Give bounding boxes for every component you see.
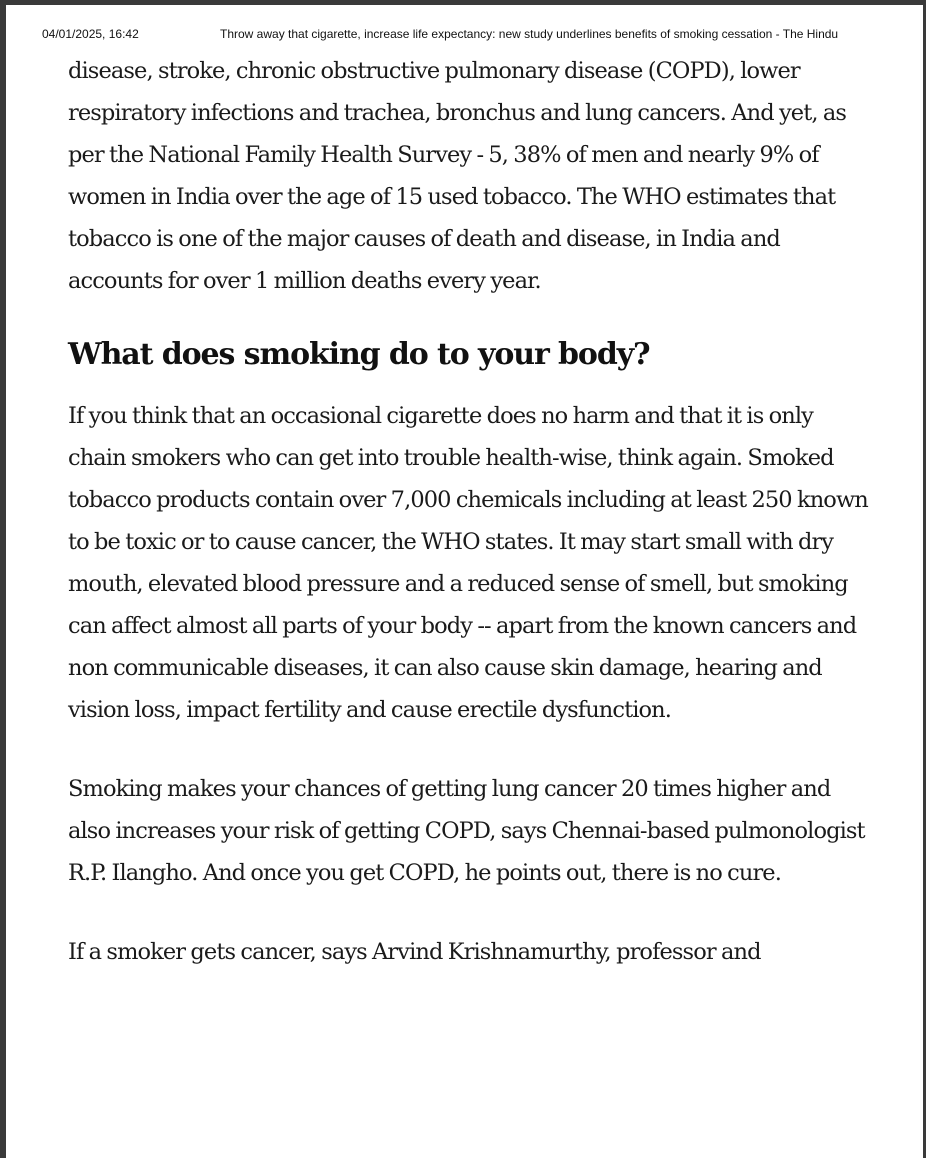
spacer [68, 731, 868, 768]
section-heading: What does smoking do to your body? [68, 337, 650, 372]
body-paragraph: If a smoker gets cancer, says Arvind Krishnamurthy, professor and [68, 939, 761, 965]
body-paragraph: Smoking makes your chances of getting lung cancer 20 times higher and also increases your risk of getting COPD, says Chennai-based pulmonologist R.P. Ilangho. And once you get COPD, he points out, there is no cure. [68, 776, 865, 886]
print-datetime: 04/01/2025, 16:42 [42, 27, 139, 41]
print-header [42, 27, 866, 43]
window-frame-left [0, 0, 6, 1158]
article-body [68, 50, 868, 973]
body-paragraph: If you think that an occasional cigarette does no harm and that it is only chain smokers who can get into trouble health-wise, think again. Smoked tobacco products contain over 7,000 chemicals including at least 250 known to be toxic or to cause cancer, the WHO states. It may start small with dry mouth, elevated blood pressure and a reduced sense of smell, but smoking can affect almost all parts of your body -- apart from the known cancers and non communicable diseases, it can also cause skin damage, hearing and vision loss, impact fertility and cause erectile dysfunction. [68, 403, 868, 723]
window-frame-top [0, 0, 926, 5]
print-page-title: Throw away that cigarette, increase life expectancy: new study underlines benefits of smoking cessation - The Hindu [220, 27, 839, 41]
intro-paragraph: disease, stroke, chronic obstructive pulmonary disease (COPD), lower respiratory infections and trachea, bronchus and lung cancers. And yet, as per the National Family Health Survey - 5, 38% of men and nearly 9% of women in India over the age of 15 used tobacco. The WHO estimates that tobacco is one of the major causes of death and disease, in India and accounts for over 1 million deaths every year. [68, 58, 847, 294]
spacer [68, 375, 868, 395]
spacer [68, 302, 868, 335]
spacer [68, 894, 868, 931]
